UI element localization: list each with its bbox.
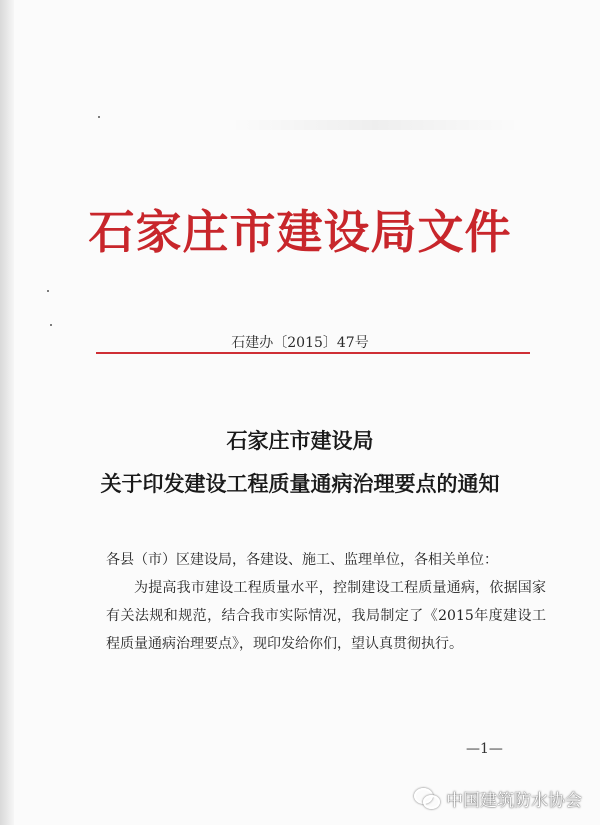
salutation: 各县（市）区建设局，各建设、施工、监理单位，各相关单位：	[106, 552, 498, 568]
document-header: 石家庄市建设局文件	[88, 205, 512, 259]
watermark-text: 中国建筑防水协会	[446, 791, 582, 811]
document-number: 石建办〔2015〕47号	[231, 335, 369, 351]
red-divider-line	[96, 352, 530, 354]
scan-speck	[50, 324, 52, 326]
scan-ghost-mark	[230, 120, 520, 130]
watermark	[414, 786, 582, 811]
scan-speck	[98, 116, 100, 118]
page-number: —1—	[466, 741, 503, 757]
body-paragraph: 为提高我市建设工程质量水平，控制建设工程质量通病，依据国家有关法规和规范，结合我市实际情况，我局制定了《2015年度建设工程质量通病治理要点》，现印发给你们，望认真贯彻执行。	[106, 580, 546, 652]
scan-edge	[0, 0, 14, 825]
wechat-icon	[414, 788, 440, 810]
document-title-line-1: 石家庄市建设局	[226, 428, 374, 453]
scan-speck	[47, 290, 49, 292]
document-title-line-2: 关于印发建设工程质量通病治理要点的通知	[100, 471, 500, 496]
